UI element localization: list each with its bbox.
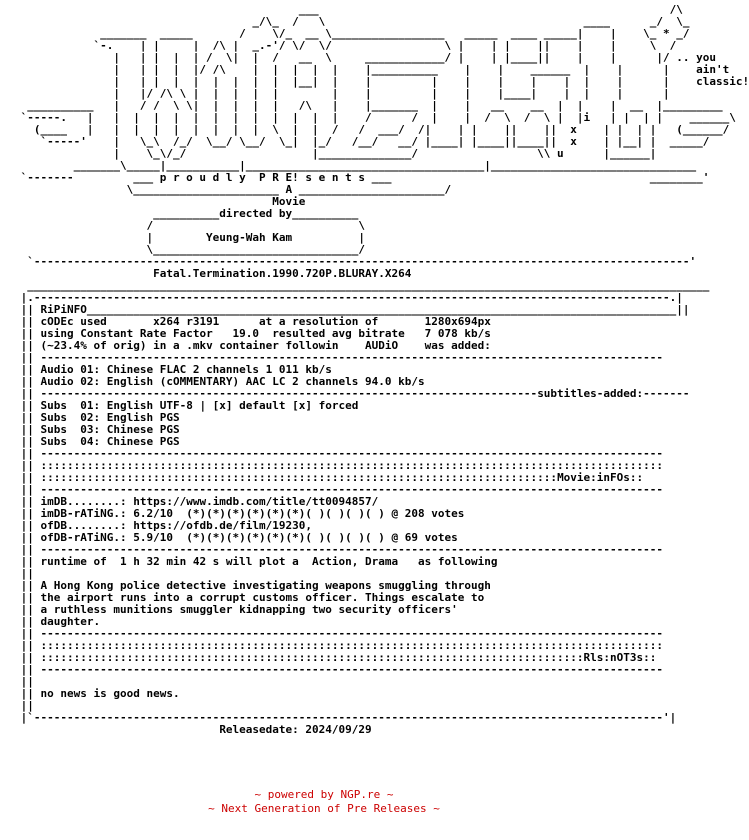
ripinfo-line: || (~23.4% of orig) in a .mkv container followin AUDiO was added: bbox=[14, 339, 491, 352]
blank-line: || bbox=[14, 699, 34, 712]
ripinfo-line: || cODEc used x264 r3191 at a resolution of 1280x694px bbox=[14, 315, 491, 328]
imdb-rating-line: || imDB-rATiNG.: 6.2/10 (*)(*)(*)(*)(*)(*)( )( )( )( ) @ 208 votes bbox=[14, 507, 465, 520]
art-line: _______ _____ / \/_ __ \_________________ _____ ____ _____| | \_ * _/ bbox=[14, 27, 690, 40]
art-line: `------- ___ p r o u d l y P R E! s e n t s ___ ________' bbox=[14, 171, 710, 184]
runtime-line: || runtime of 1 h 32 min 42 s will plot a Action, Drama as following bbox=[14, 555, 498, 568]
divider: || ---------------------------------------------------------------------------------------------- bbox=[14, 543, 664, 556]
divider: || ---------------------------------------------------------------------------------------------- bbox=[14, 447, 664, 460]
art-line: |.------------------------------------------------------------------------------------------------.| bbox=[14, 291, 683, 304]
plot-line: || daughter. bbox=[14, 615, 101, 628]
art-line: \______________________ A ______________________/ bbox=[14, 183, 452, 196]
plot-line: || the airport runs into a corrupt customs officer. Things escalate to bbox=[14, 591, 485, 604]
art-line: (____ | | | | | | | | | \ | | / / ___/ /| | | || || x | | | | (______/ bbox=[14, 123, 730, 136]
audio-line: || Audio 01: Chinese FLAC 2 channels 1 011 kb/s bbox=[14, 363, 332, 376]
ofdb-link[interactable]: https://ofdb.de/film/19230, bbox=[133, 519, 313, 532]
art-line: _______\_____|___________|____________________________________|_______________________________ bbox=[14, 159, 697, 172]
art-line: __________directed by__________ bbox=[14, 207, 359, 220]
art-line: | |/ /\ \ | | | | | | | | | |____| | | | | bbox=[14, 87, 670, 100]
divider: || ---------------------------------------------------------------------------------------------- bbox=[14, 483, 664, 496]
ripinfo-header: || RiPiNFO_________________________________________________________________________________________|| bbox=[14, 303, 690, 316]
art-line: \_______________________________/ bbox=[14, 243, 365, 256]
imdb-link[interactable]: https://www.imdb.com/title/tt0094857/ bbox=[133, 495, 379, 508]
tagline-text: ~ Next Generation of Pre Releases ~ bbox=[208, 802, 440, 815]
art-line: / \ bbox=[14, 219, 365, 232]
art-line: `-----. | | | | | | | | | | | | | / / | | / \ / \ | |i | | | | ______\ bbox=[14, 111, 736, 124]
divider: || ---------------------------------------------------------------------------------------------- bbox=[14, 627, 664, 640]
plot-line: || a ruthless munitions smuggler kidnapping two security officers' bbox=[14, 603, 458, 616]
art-line: ___ /\ bbox=[14, 3, 683, 16]
subs-line: || Subs 02: English PGS bbox=[14, 411, 180, 424]
divider: || :::::::::::::::::::::::::::::::::::::::::::::::::::::::::::::::::::::::::::::::::::::::::::::: bbox=[14, 459, 664, 472]
subs-line: || Subs 04: Chinese PGS bbox=[14, 435, 180, 448]
release-date: Releasedate: 2024/09/29 bbox=[219, 723, 372, 736]
art-line: | \_\/_/ |______________/ \\ u |______| bbox=[14, 147, 657, 160]
plot-line: || A Hong Kong police detective investigating weapons smuggling through bbox=[14, 579, 491, 592]
nfo-art bbox=[14, 4, 749, 736]
art-line: | | | | |/ /\ | | | | | |__________ | | ______ | | | ain't bbox=[14, 63, 730, 76]
art-line: Movie bbox=[14, 195, 306, 208]
subtitles-header: || ---------------------------------------------------------------------------subtitles-added:------- bbox=[14, 387, 690, 400]
powered-by-text: ~ powered by NGP.re ~ bbox=[254, 788, 394, 801]
divider: || :::::::::::::::::::::::::::::::::::::::::::::::::::::::::::::::::::::::::::::::::::::::::::::: bbox=[14, 639, 664, 652]
footer bbox=[0, 788, 648, 816]
blank-line: || bbox=[14, 567, 34, 580]
divider: || ---------------------------------------------------------------------------------------------- bbox=[14, 351, 664, 364]
art-line: _______________________________________________________________________________________________________ bbox=[14, 279, 710, 292]
subs-line: || Subs 01: English UTF-8 | [x] default [x] forced bbox=[14, 399, 359, 412]
audio-line: || Audio 02: English (cOMMENTARY) AAC LC 2 channels 94.0 kb/s bbox=[14, 375, 425, 388]
art-line: _/\_ / \ ____ _/ \_ bbox=[14, 15, 690, 28]
art-line: | Yeung-Wah Kam | bbox=[14, 231, 365, 244]
movieinfo-header: || ::::::::::::::::::::::::::::::::::::::::::::::::::::::::::::::::::::::::::::::Movie:inFOs:: bbox=[14, 471, 644, 484]
ripinfo-line: || using Constant Rate Factor 19.0 resulted avg bitrate 7 078 kb/s bbox=[14, 327, 491, 340]
release-name: Fatal.Termination.1990.720P.BLURAY.X264 bbox=[14, 267, 412, 280]
art-line: | | | | | | | | | |__| | | | | | | | | | | classic! bbox=[14, 75, 749, 88]
art-line: `-----' | \_\ /_/ \__/ \__/ \_| |_/ /__/ __/ |____| |____||____|| x | |__| | _____/ bbox=[14, 135, 710, 148]
subs-line: || Subs 03: Chinese PGS bbox=[14, 423, 180, 436]
ofdb-line: || ofDB........: https://ofdb.de/film/19230, bbox=[14, 519, 313, 532]
art-line: | | | | | / \| | / __ \ ____________/ | | |____|| | | |/ .. you bbox=[14, 51, 716, 64]
art-line: `-. | | | /\ | _.-'/ \/ \/ \ | | | || | | \ / bbox=[14, 39, 677, 52]
imdb-line: || imDB........: https://www.imdb.com/title/tt0094857/ bbox=[14, 495, 379, 508]
blank-line: || bbox=[14, 675, 34, 688]
notes-text: || no news is good news. bbox=[14, 687, 180, 700]
box-bottom: |`-----------------------------------------------------------------------------------------------'| bbox=[14, 711, 677, 724]
art-line: __________ | / / \ \| | | | | /\ | |_______ | | __ __ | | | __ |_________ bbox=[14, 99, 723, 112]
notes-header: || ::::::::::::::::::::::::::::::::::::::::::::::::::::::::::::::::::::::::::::::::::Rls:nOT3s:: bbox=[14, 651, 657, 664]
ofdb-rating-line: || ofDB-rATiNG.: 5.9/10 (*)(*)(*)(*)(*)(*)( )( )( )( ) @ 69 votes bbox=[14, 531, 458, 544]
divider: || ---------------------------------------------------------------------------------------------- bbox=[14, 663, 664, 676]
art-line: `---------------------------------------------------------------------------------------------------' bbox=[14, 255, 697, 268]
